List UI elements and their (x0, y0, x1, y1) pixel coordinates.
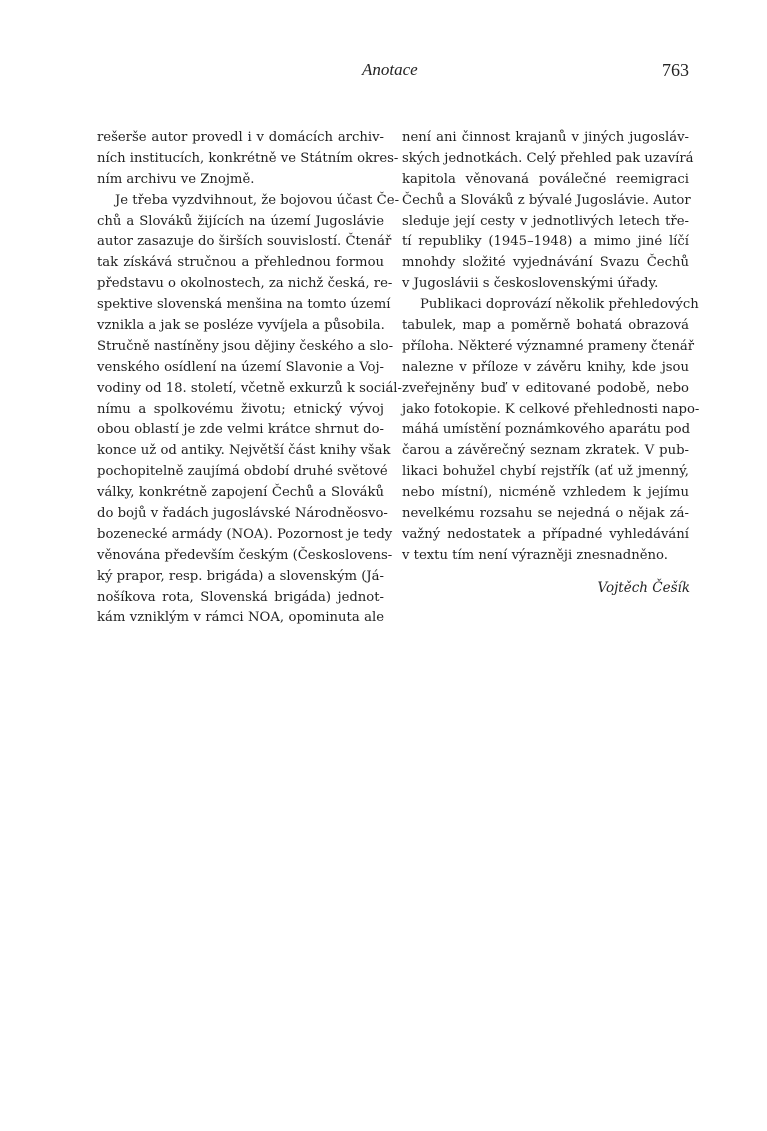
text-line: kapitola věnovaná poválečné reemigraci (402, 171, 689, 187)
text-line: važný nedostatek a případné vyhledávání (402, 526, 689, 542)
text-line: likaci bohužel chybí rejstřík (ať už jmenný, (402, 464, 689, 480)
author-signature: Vojtěch Češík (597, 580, 690, 596)
running-title: Anotace (362, 60, 418, 79)
text-line: autor zasazuje do širších souvislostí. Čtenář (97, 234, 392, 250)
text-line: nalezne v příloze v závěru knihy, kde jsou (402, 359, 689, 375)
left-column (97, 128, 402, 629)
text-line: spektive slovenská menšina na tomto území (97, 297, 391, 313)
text-line: v Jugoslávii s československými úřady. (402, 276, 659, 292)
text-line: nošíkova rota, Slovenská brigáda) jednot- (97, 589, 384, 605)
text-line: kám vzniklým v rámci NOA, opominuta ale (97, 610, 384, 626)
text-line: Čechů a Slováků z bývalé Jugoslávie. Autor (402, 192, 691, 208)
text-line: představu o okolnostech, za nichž česká, re- (97, 276, 393, 292)
text-line: Je třeba vyzdvihnout, že bojovou účast Če- (115, 192, 400, 208)
text-line: ním archivu ve Znojmě. (97, 171, 255, 187)
text-line: bozenecké armády (NOA). Pozornost je tedy (97, 526, 393, 542)
text-line: nebo místní), nicméně vzhledem k jejímu (402, 485, 689, 501)
text-line: venského osídlení na území Slavonie a Voj- (97, 359, 384, 375)
text-line: mnohdy složité vyjednávání Svazu Čechů (402, 255, 689, 271)
text-line: konce už od antiky. Největší část knihy však (97, 443, 391, 459)
page-number: 763 (662, 60, 689, 80)
text-line: jako fotokopie. K celkové přehlednosti napo- (402, 401, 700, 417)
text-line: vodiny od 18. století, včetně exkurzů k sociál- (97, 380, 402, 396)
text-line: Stručně nastíněny jsou dějiny českého a slo- (97, 338, 394, 354)
text-line: příloha. Některé významné prameny čtenář (402, 338, 694, 354)
text-line: v textu tím není výrazněji znesnadněno. (402, 547, 668, 563)
text-line: ních institucích, konkrétně ve Státním okres- (97, 150, 399, 166)
text-line: pochopitelně zaujímá období druhé světové (97, 464, 388, 480)
text-line: sleduje její cesty v jednotlivých letech tře- (402, 213, 689, 229)
text-line: máhá umístění poznámkového aparátu pod (402, 422, 691, 438)
text-line: tí republiky (1945–1948) a mimo jiné líčí (402, 234, 689, 250)
text-line: do bojů v řadách jugoslávské Národněosvo- (97, 506, 388, 522)
text-line: není ani činnost krajanů v jiných jugosláv- (402, 130, 689, 145)
text-line: tabulek, map a poměrně bohatá obrazová (402, 318, 689, 334)
text-line: Publikaci doprovází několik přehledových (420, 297, 699, 313)
text-line: války, konkrétně zapojení Čechů a Slováků (97, 485, 384, 501)
text-line: chů a Slováků žijících na území Jugoslávie (97, 213, 384, 229)
text-line: rešerše autor provedl i v domácích archiv- (97, 130, 384, 145)
text-line: čarou a závěrečný seznam zkratek. V pub- (402, 443, 689, 459)
text-line: obou oblastí je zde velmi krátce shrnut do- (97, 422, 384, 438)
text-line: vznikla a jak se posléze vyvíjela a působila. (97, 318, 385, 334)
right-column (402, 128, 700, 567)
text-line: nevelkému rozsahu se nejedná o nějak zá- (402, 506, 689, 522)
text-line: nímu a spolkovému životu; etnický vývoj (97, 401, 384, 417)
text-line: ký prapor, resp. brigáda) a slovenským (Já- (97, 568, 384, 584)
text-line: ských jednotkách. Celý přehled pak uzavírá (402, 150, 694, 166)
text-line: zveřejněny buď v editované podobě, nebo (402, 380, 689, 396)
text-line: tak získává stručnou a přehlednou formou (97, 255, 384, 271)
text-line: věnována především českým (Českoslovens- (97, 547, 393, 563)
